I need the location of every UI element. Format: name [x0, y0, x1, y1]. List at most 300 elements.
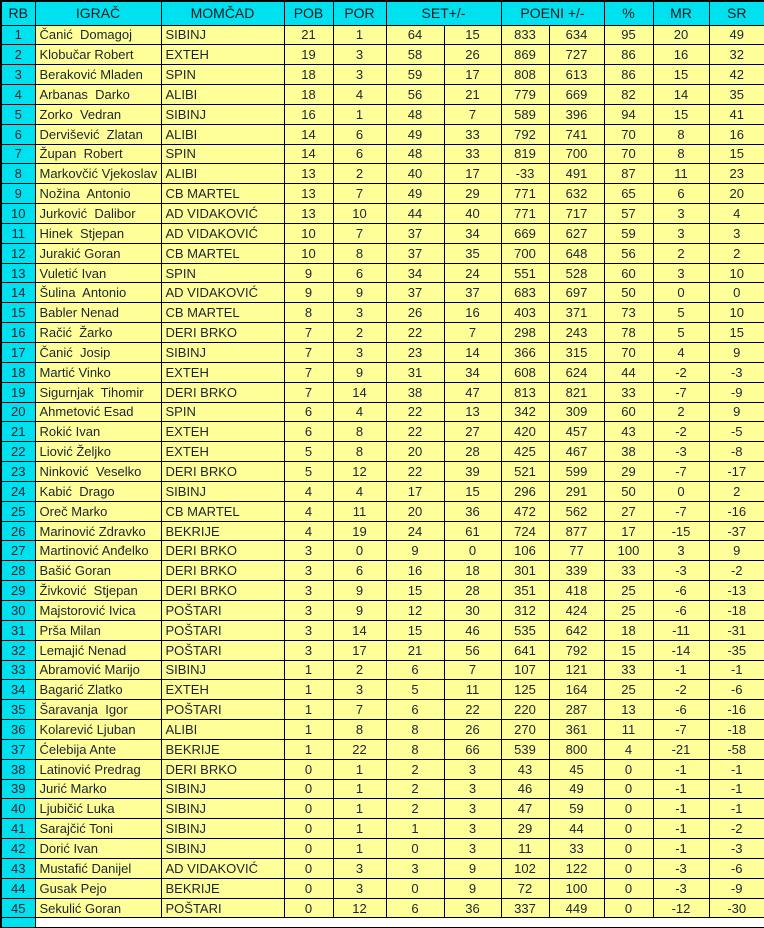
cell-sets-won[interactable]: 20 — [386, 442, 444, 462]
cell-rank[interactable]: 1 — [1, 25, 35, 45]
cell-sets-lost[interactable]: 33 — [444, 124, 501, 144]
cell-mr[interactable]: -1 — [653, 799, 709, 819]
cell-sr[interactable]: -3 — [709, 839, 764, 859]
cell-losses[interactable]: 1 — [333, 25, 386, 45]
cell-percentage[interactable]: 38 — [604, 442, 653, 462]
cell-points-lost[interactable]: 49 — [549, 779, 604, 799]
cell-sets-lost[interactable]: 7 — [444, 660, 501, 680]
cell-wins[interactable]: 0 — [284, 858, 333, 878]
col-header-igrac[interactable]: IGRAČ — [35, 1, 161, 25]
cell-sets-won[interactable]: 15 — [386, 620, 444, 640]
cell-points-lost[interactable]: 821 — [549, 382, 604, 402]
cell-sr[interactable]: 15 — [709, 144, 764, 164]
cell-sets-won[interactable]: 6 — [386, 898, 444, 918]
cell-sr[interactable]: 42 — [709, 65, 764, 85]
cell-percentage[interactable]: 33 — [604, 561, 653, 581]
cell-points-won[interactable]: 102 — [501, 858, 549, 878]
cell-points-lost[interactable]: 309 — [549, 402, 604, 422]
cell-player-name[interactable]: Šulina Antonio — [35, 283, 161, 303]
cell-sr[interactable]: -1 — [709, 660, 764, 680]
cell-wins[interactable]: 1 — [284, 680, 333, 700]
cell-points-won[interactable]: 771 — [501, 184, 549, 204]
cell-rank[interactable]: 4 — [1, 85, 35, 105]
cell-sets-won[interactable]: 5 — [386, 680, 444, 700]
cell-points-lost[interactable]: 287 — [549, 700, 604, 720]
cell-mr[interactable]: -2 — [653, 680, 709, 700]
cell-wins[interactable]: 16 — [284, 104, 333, 124]
cell-percentage[interactable]: 43 — [604, 422, 653, 442]
cell-sets-lost[interactable]: 35 — [444, 243, 501, 263]
cell-sets-lost[interactable]: 15 — [444, 25, 501, 45]
cell-player-name[interactable]: Jurić Marko — [35, 779, 161, 799]
cell-losses[interactable]: 14 — [333, 382, 386, 402]
cell-mr[interactable]: 3 — [653, 204, 709, 224]
cell-mr[interactable]: -7 — [653, 382, 709, 402]
cell-percentage[interactable]: 17 — [604, 521, 653, 541]
cell-losses[interactable]: 0 — [333, 541, 386, 561]
cell-sr[interactable]: -6 — [709, 680, 764, 700]
cell-player-name[interactable]: Kabić Drago — [35, 481, 161, 501]
cell-sr[interactable]: 49 — [709, 25, 764, 45]
cell-percentage[interactable]: 0 — [604, 858, 653, 878]
cell-rank[interactable]: 32 — [1, 640, 35, 660]
cell-sets-lost[interactable]: 29 — [444, 184, 501, 204]
cell-sets-lost[interactable]: 9 — [444, 858, 501, 878]
cell-team-name[interactable]: DERI BRKO — [161, 541, 284, 561]
cell-points-lost[interactable]: 164 — [549, 680, 604, 700]
cell-rank[interactable]: 12 — [1, 243, 35, 263]
cell-percentage[interactable]: 25 — [604, 600, 653, 620]
cell-losses[interactable]: 6 — [333, 561, 386, 581]
cell-player-name[interactable]: Nožina Antonio — [35, 184, 161, 204]
col-header-sr[interactable]: SR — [709, 1, 764, 25]
col-header-momcad[interactable]: MOMČAD — [161, 1, 284, 25]
cell-sets-lost[interactable]: 34 — [444, 223, 501, 243]
cell-team-name[interactable]: AD VIDAKOVIĆ — [161, 283, 284, 303]
cell-team-name[interactable]: SPIN — [161, 402, 284, 422]
cell-points-lost[interactable]: 243 — [549, 323, 604, 343]
cell-team-name[interactable]: SIBINJ — [161, 104, 284, 124]
cell-losses[interactable]: 22 — [333, 739, 386, 759]
cell-wins[interactable]: 14 — [284, 124, 333, 144]
cell-percentage[interactable]: 82 — [604, 85, 653, 105]
cell-wins[interactable]: 5 — [284, 462, 333, 482]
cell-wins[interactable]: 5 — [284, 442, 333, 462]
cell-points-lost[interactable]: 697 — [549, 283, 604, 303]
cell-sets-won[interactable]: 40 — [386, 164, 444, 184]
cell-rank[interactable]: 15 — [1, 303, 35, 323]
cell-player-name[interactable]: Rokić Ivan — [35, 422, 161, 442]
cell-sets-won[interactable]: 38 — [386, 382, 444, 402]
cell-percentage[interactable]: 0 — [604, 759, 653, 779]
cell-player-name[interactable]: Ljubičić Luka — [35, 799, 161, 819]
cell-mr[interactable]: -14 — [653, 640, 709, 660]
cell-sr[interactable]: -18 — [709, 720, 764, 740]
cell-wins[interactable]: 9 — [284, 283, 333, 303]
cell-points-lost[interactable]: 700 — [549, 144, 604, 164]
cell-losses[interactable]: 9 — [333, 283, 386, 303]
cell-team-name[interactable]: BEKRIJE — [161, 739, 284, 759]
cell-mr[interactable]: -1 — [653, 759, 709, 779]
cell-team-name[interactable]: CB MARTEL — [161, 184, 284, 204]
cell-sr[interactable]: -1 — [709, 759, 764, 779]
cell-percentage[interactable]: 87 — [604, 164, 653, 184]
cell-team-name[interactable]: CB MARTEL — [161, 501, 284, 521]
cell-rank[interactable]: 27 — [1, 541, 35, 561]
cell-losses[interactable]: 2 — [333, 660, 386, 680]
cell-percentage[interactable]: 15 — [604, 640, 653, 660]
cell-wins[interactable]: 9 — [284, 263, 333, 283]
cell-mr[interactable]: 3 — [653, 223, 709, 243]
cell-wins[interactable]: 0 — [284, 759, 333, 779]
cell-percentage[interactable]: 18 — [604, 620, 653, 640]
cell-losses[interactable]: 6 — [333, 144, 386, 164]
cell-sets-won[interactable]: 8 — [386, 720, 444, 740]
cell-sets-lost[interactable]: 27 — [444, 422, 501, 442]
cell-team-name[interactable]: EXTEH — [161, 45, 284, 65]
cell-player-name[interactable]: Sekulić Goran — [35, 898, 161, 918]
cell-sets-lost[interactable]: 30 — [444, 600, 501, 620]
cell-team-name[interactable]: POŠTARI — [161, 620, 284, 640]
cell-team-name[interactable]: AD VIDAKOVIĆ — [161, 204, 284, 224]
cell-points-lost[interactable]: 396 — [549, 104, 604, 124]
cell-mr[interactable]: -1 — [653, 819, 709, 839]
cell-rank[interactable]: 20 — [1, 402, 35, 422]
cell-sr[interactable]: -16 — [709, 501, 764, 521]
cell-sr[interactable]: -9 — [709, 382, 764, 402]
col-header-poeni[interactable]: POENI +/- — [501, 1, 604, 25]
cell-percentage[interactable]: 60 — [604, 263, 653, 283]
cell-percentage[interactable]: 4 — [604, 739, 653, 759]
cell-points-won[interactable]: 808 — [501, 65, 549, 85]
cell-losses[interactable]: 6 — [333, 124, 386, 144]
cell-sets-won[interactable]: 37 — [386, 223, 444, 243]
cell-losses[interactable]: 17 — [333, 640, 386, 660]
cell-sr[interactable]: -5 — [709, 422, 764, 442]
cell-percentage[interactable]: 60 — [604, 402, 653, 422]
cell-mr[interactable]: -2 — [653, 362, 709, 382]
cell-points-won[interactable]: 813 — [501, 382, 549, 402]
cell-mr[interactable]: 8 — [653, 144, 709, 164]
cell-losses[interactable]: 8 — [333, 243, 386, 263]
cell-rank[interactable]: 29 — [1, 581, 35, 601]
cell-wins[interactable]: 0 — [284, 779, 333, 799]
cell-losses[interactable]: 3 — [333, 680, 386, 700]
cell-percentage[interactable]: 13 — [604, 700, 653, 720]
cell-points-lost[interactable]: 77 — [549, 541, 604, 561]
cell-rank[interactable]: 23 — [1, 462, 35, 482]
cell-sets-won[interactable]: 22 — [386, 422, 444, 442]
cell-percentage[interactable]: 25 — [604, 680, 653, 700]
cell-wins[interactable]: 0 — [284, 898, 333, 918]
cell-sr[interactable]: 35 — [709, 85, 764, 105]
cell-points-won[interactable]: 301 — [501, 561, 549, 581]
cell-wins[interactable]: 14 — [284, 144, 333, 164]
cell-points-won[interactable]: 403 — [501, 303, 549, 323]
cell-rank[interactable]: 16 — [1, 323, 35, 343]
cell-sets-lost[interactable]: 37 — [444, 283, 501, 303]
cell-wins[interactable]: 3 — [284, 600, 333, 620]
cell-rank[interactable]: 19 — [1, 382, 35, 402]
cell-team-name[interactable]: DERI BRKO — [161, 323, 284, 343]
cell-points-won[interactable]: 589 — [501, 104, 549, 124]
cell-percentage[interactable]: 44 — [604, 362, 653, 382]
cell-rank[interactable]: 25 — [1, 501, 35, 521]
cell-sets-lost[interactable]: 28 — [444, 581, 501, 601]
cell-player-name[interactable]: Abramović Marijo — [35, 660, 161, 680]
cell-sets-won[interactable]: 6 — [386, 700, 444, 720]
cell-points-won[interactable]: 29 — [501, 819, 549, 839]
cell-rank[interactable]: 14 — [1, 283, 35, 303]
cell-mr[interactable]: 11 — [653, 164, 709, 184]
cell-player-name[interactable]: Čanić Josip — [35, 343, 161, 363]
cell-player-name[interactable]: Martić Vinko — [35, 362, 161, 382]
cell-losses[interactable]: 8 — [333, 720, 386, 740]
cell-rank[interactable]: 21 — [1, 422, 35, 442]
cell-rank[interactable]: 41 — [1, 819, 35, 839]
cell-sr[interactable]: -13 — [709, 581, 764, 601]
cell-player-name[interactable]: Majstorović Ivica — [35, 600, 161, 620]
cell-player-name[interactable]: Gusak Pejo — [35, 878, 161, 898]
cell-sets-lost[interactable]: 22 — [444, 700, 501, 720]
cell-mr[interactable]: 14 — [653, 85, 709, 105]
cell-percentage[interactable]: 0 — [604, 819, 653, 839]
cell-points-lost[interactable]: 624 — [549, 362, 604, 382]
cell-sr[interactable]: 20 — [709, 184, 764, 204]
cell-sets-won[interactable]: 12 — [386, 600, 444, 620]
cell-mr[interactable]: 5 — [653, 323, 709, 343]
cell-sets-won[interactable]: 3 — [386, 858, 444, 878]
cell-wins[interactable]: 13 — [284, 184, 333, 204]
cell-wins[interactable]: 7 — [284, 382, 333, 402]
cell-team-name[interactable]: SIBINJ — [161, 819, 284, 839]
cell-sets-won[interactable]: 16 — [386, 561, 444, 581]
cell-rank[interactable]: 7 — [1, 144, 35, 164]
cell-sets-won[interactable]: 49 — [386, 184, 444, 204]
cell-sr[interactable]: -37 — [709, 521, 764, 541]
cell-rank[interactable]: 18 — [1, 362, 35, 382]
cell-player-name[interactable]: Ćelebija Ante — [35, 739, 161, 759]
cell-losses[interactable]: 7 — [333, 700, 386, 720]
cell-wins[interactable]: 0 — [284, 878, 333, 898]
cell-player-name[interactable]: Beraković Mladen — [35, 65, 161, 85]
cell-percentage[interactable]: 59 — [604, 223, 653, 243]
cell-sets-won[interactable]: 6 — [386, 660, 444, 680]
cell-points-won[interactable]: 106 — [501, 541, 549, 561]
cell-player-name[interactable]: Latinović Predrag — [35, 759, 161, 779]
cell-sets-won[interactable]: 2 — [386, 799, 444, 819]
cell-rank[interactable]: 40 — [1, 799, 35, 819]
cell-points-won[interactable]: 420 — [501, 422, 549, 442]
cell-points-won[interactable]: 683 — [501, 283, 549, 303]
cell-points-won[interactable]: 819 — [501, 144, 549, 164]
cell-points-won[interactable]: 46 — [501, 779, 549, 799]
cell-mr[interactable]: 2 — [653, 402, 709, 422]
cell-rank[interactable]: 37 — [1, 739, 35, 759]
cell-mr[interactable]: 4 — [653, 343, 709, 363]
cell-player-name[interactable]: Sarajčić Toni — [35, 819, 161, 839]
cell-sets-lost[interactable]: 21 — [444, 85, 501, 105]
cell-mr[interactable]: -12 — [653, 898, 709, 918]
cell-rank[interactable]: 3 — [1, 65, 35, 85]
cell-team-name[interactable]: POŠTARI — [161, 640, 284, 660]
cell-sets-lost[interactable]: 26 — [444, 45, 501, 65]
cell-sets-lost[interactable]: 61 — [444, 521, 501, 541]
cell-points-won[interactable]: 270 — [501, 720, 549, 740]
cell-sr[interactable]: -1 — [709, 799, 764, 819]
cell-mr[interactable]: -3 — [653, 442, 709, 462]
cell-player-name[interactable]: Sigurnjak Tihomir — [35, 382, 161, 402]
cell-percentage[interactable]: 25 — [604, 581, 653, 601]
cell-team-name[interactable]: DERI BRKO — [161, 561, 284, 581]
cell-sr[interactable]: 9 — [709, 343, 764, 363]
cell-team-name[interactable]: DERI BRKO — [161, 759, 284, 779]
cell-team-name[interactable]: SPIN — [161, 65, 284, 85]
cell-sr[interactable]: -31 — [709, 620, 764, 640]
cell-sr[interactable]: 15 — [709, 323, 764, 343]
cell-losses[interactable]: 7 — [333, 223, 386, 243]
cell-points-won[interactable]: 72 — [501, 878, 549, 898]
cell-points-lost[interactable]: 449 — [549, 898, 604, 918]
cell-wins[interactable]: 1 — [284, 700, 333, 720]
cell-points-won[interactable]: 608 — [501, 362, 549, 382]
cell-wins[interactable]: 3 — [284, 581, 333, 601]
cell-mr[interactable]: -1 — [653, 839, 709, 859]
cell-percentage[interactable]: 0 — [604, 799, 653, 819]
cell-sets-won[interactable]: 31 — [386, 362, 444, 382]
cell-mr[interactable]: -3 — [653, 561, 709, 581]
cell-points-won[interactable]: 220 — [501, 700, 549, 720]
cell-player-name[interactable]: Jurković Dalibor — [35, 204, 161, 224]
cell-losses[interactable]: 8 — [333, 442, 386, 462]
cell-rank[interactable]: 2 — [1, 45, 35, 65]
cell-wins[interactable]: 6 — [284, 422, 333, 442]
cell-sets-lost[interactable]: 14 — [444, 343, 501, 363]
cell-percentage[interactable]: 27 — [604, 501, 653, 521]
cell-points-lost[interactable]: 100 — [549, 878, 604, 898]
cell-sets-won[interactable]: 24 — [386, 521, 444, 541]
cell-player-name[interactable]: Račić Žarko — [35, 323, 161, 343]
cell-team-name[interactable]: AD VIDAKOVIĆ — [161, 858, 284, 878]
cell-sr[interactable]: 4 — [709, 204, 764, 224]
cell-points-won[interactable]: 779 — [501, 85, 549, 105]
cell-rank[interactable]: 28 — [1, 561, 35, 581]
cell-sets-won[interactable]: 22 — [386, 462, 444, 482]
cell-team-name[interactable]: AD VIDAKOVIĆ — [161, 223, 284, 243]
cell-sets-won[interactable]: 17 — [386, 481, 444, 501]
cell-points-lost[interactable]: 418 — [549, 581, 604, 601]
cell-sr[interactable]: -17 — [709, 462, 764, 482]
cell-rank[interactable]: 24 — [1, 481, 35, 501]
cell-team-name[interactable]: POŠTARI — [161, 600, 284, 620]
cell-sets-lost[interactable]: 39 — [444, 462, 501, 482]
cell-sr[interactable]: -35 — [709, 640, 764, 660]
cell-wins[interactable]: 3 — [284, 561, 333, 581]
cell-wins[interactable]: 4 — [284, 501, 333, 521]
cell-team-name[interactable]: SPIN — [161, 144, 284, 164]
cell-wins[interactable]: 10 — [284, 243, 333, 263]
cell-percentage[interactable]: 11 — [604, 720, 653, 740]
cell-rank[interactable]: 6 — [1, 124, 35, 144]
cell-rank[interactable]: 26 — [1, 521, 35, 541]
cell-team-name[interactable]: SIBINJ — [161, 660, 284, 680]
cell-percentage[interactable]: 70 — [604, 144, 653, 164]
cell-mr[interactable]: 20 — [653, 25, 709, 45]
cell-losses[interactable]: 19 — [333, 521, 386, 541]
cell-points-won[interactable]: 669 — [501, 223, 549, 243]
cell-losses[interactable]: 6 — [333, 263, 386, 283]
cell-rank[interactable]: 42 — [1, 839, 35, 859]
cell-points-won[interactable]: 296 — [501, 481, 549, 501]
cell-sets-lost[interactable]: 34 — [444, 362, 501, 382]
cell-sr[interactable]: -2 — [709, 561, 764, 581]
cell-points-won[interactable]: 425 — [501, 442, 549, 462]
cell-percentage[interactable]: 0 — [604, 779, 653, 799]
cell-team-name[interactable]: SIBINJ — [161, 343, 284, 363]
cell-points-won[interactable]: 298 — [501, 323, 549, 343]
cell-wins[interactable]: 8 — [284, 303, 333, 323]
cell-points-lost[interactable]: 45 — [549, 759, 604, 779]
cell-rank[interactable]: 30 — [1, 600, 35, 620]
cell-team-name[interactable]: SIBINJ — [161, 799, 284, 819]
cell-points-lost[interactable]: 33 — [549, 839, 604, 859]
cell-wins[interactable]: 7 — [284, 362, 333, 382]
cell-mr[interactable]: -6 — [653, 700, 709, 720]
cell-points-won[interactable]: 337 — [501, 898, 549, 918]
cell-points-lost[interactable]: 467 — [549, 442, 604, 462]
cell-losses[interactable]: 4 — [333, 85, 386, 105]
cell-player-name[interactable]: Kolarević Ljuban — [35, 720, 161, 740]
cell-percentage[interactable]: 29 — [604, 462, 653, 482]
cell-sets-lost[interactable]: 33 — [444, 144, 501, 164]
cell-points-won[interactable]: 125 — [501, 680, 549, 700]
cell-points-won[interactable]: 366 — [501, 343, 549, 363]
cell-team-name[interactable]: CB MARTEL — [161, 243, 284, 263]
cell-team-name[interactable]: SIBINJ — [161, 839, 284, 859]
cell-rank[interactable]: 34 — [1, 680, 35, 700]
cell-points-lost[interactable]: 627 — [549, 223, 604, 243]
cell-player-name[interactable]: Jurakić Goran — [35, 243, 161, 263]
cell-sets-won[interactable]: 48 — [386, 144, 444, 164]
cell-mr[interactable]: -2 — [653, 422, 709, 442]
cell-points-lost[interactable]: 59 — [549, 799, 604, 819]
cell-sr[interactable]: 0 — [709, 283, 764, 303]
cell-sets-lost[interactable]: 36 — [444, 898, 501, 918]
cell-rank[interactable]: 38 — [1, 759, 35, 779]
cell-sr[interactable]: 32 — [709, 45, 764, 65]
cell-player-name[interactable]: Bagarić Zlatko — [35, 680, 161, 700]
cell-sets-lost[interactable]: 13 — [444, 402, 501, 422]
cell-team-name[interactable]: EXTEH — [161, 362, 284, 382]
cell-losses[interactable]: 3 — [333, 65, 386, 85]
cell-losses[interactable]: 4 — [333, 402, 386, 422]
cell-sr[interactable]: -16 — [709, 700, 764, 720]
cell-points-lost[interactable]: 648 — [549, 243, 604, 263]
cell-points-lost[interactable]: 339 — [549, 561, 604, 581]
cell-points-won[interactable]: 724 — [501, 521, 549, 541]
cell-player-name[interactable]: Ninković Veselko — [35, 462, 161, 482]
cell-mr[interactable]: 3 — [653, 541, 709, 561]
cell-losses[interactable]: 11 — [333, 501, 386, 521]
cell-rank[interactable]: 13 — [1, 263, 35, 283]
cell-percentage[interactable]: 33 — [604, 660, 653, 680]
cell-sets-lost[interactable]: 28 — [444, 442, 501, 462]
cell-losses[interactable]: 1 — [333, 819, 386, 839]
cell-wins[interactable]: 1 — [284, 720, 333, 740]
cell-player-name[interactable]: Živković Stjepan — [35, 581, 161, 601]
cell-losses[interactable]: 2 — [333, 164, 386, 184]
col-header-pct[interactable]: % — [604, 1, 653, 25]
